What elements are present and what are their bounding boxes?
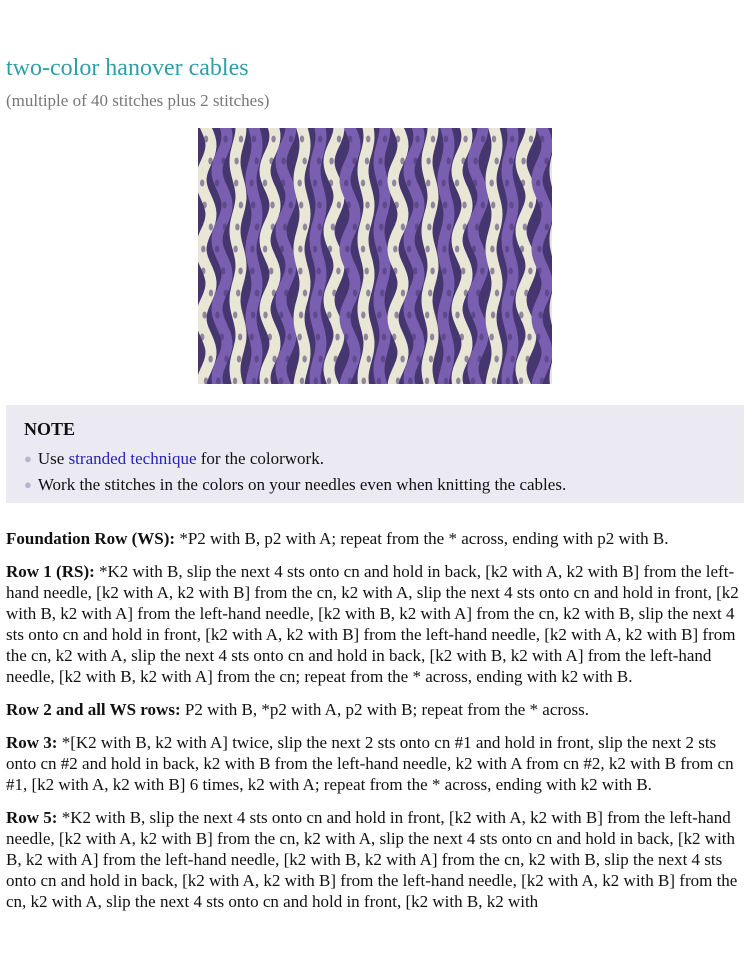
cable-gap: [393, 268, 397, 275]
cable-gap: [337, 202, 341, 209]
cable-gap: [480, 268, 484, 275]
cable-gap: [318, 224, 322, 231]
cable-gap: [288, 268, 292, 275]
cable-gap: [521, 158, 525, 165]
cable-gap: [286, 356, 290, 363]
cable-gap: [233, 246, 237, 253]
cable-gap: [269, 268, 273, 275]
cable-gap: [536, 180, 540, 187]
cable-gap: [364, 334, 368, 341]
note-item: [24, 472, 726, 498]
cable-gap: [460, 334, 464, 341]
cable-gap: [223, 136, 227, 143]
cable-gap: [220, 334, 224, 341]
cable-gap: [255, 224, 259, 231]
cable-gap: [407, 180, 411, 187]
cable-gap: [250, 268, 254, 275]
cable-gap: [521, 180, 525, 187]
cable-gap: [462, 202, 466, 209]
cable-gap: [236, 290, 240, 297]
cable-gap: [394, 202, 398, 209]
cable-gap: [529, 136, 533, 143]
cable-gap: [335, 334, 339, 341]
cable-gap: [382, 334, 386, 341]
cable-gap: [443, 312, 447, 319]
cable-gap: [237, 356, 241, 363]
note-box: [6, 405, 744, 503]
cable-gap: [509, 268, 513, 275]
cable-gap: [473, 180, 477, 187]
cable-gap: [455, 180, 459, 187]
cable-gap: [443, 202, 447, 209]
cable-gap: [407, 312, 411, 319]
cable-gap: [346, 202, 350, 209]
row-text: P2 with B, *p2 with A, p2 with B; repeat from the * across.: [180, 700, 590, 719]
cable-gap: [252, 136, 256, 143]
cable-gap: [407, 246, 411, 253]
row-instruction: [6, 699, 744, 720]
cable-gap: [352, 158, 356, 165]
cable-gap: [336, 268, 340, 275]
knit-swatch-photo: [198, 128, 552, 384]
cable-gap: [464, 290, 468, 297]
cable-gap: [492, 136, 496, 143]
cable-gap: [345, 268, 349, 275]
cable-gap: [201, 268, 205, 275]
cable-gap: [281, 180, 285, 187]
cable-gap: [523, 224, 527, 231]
cable-gap: [425, 246, 429, 253]
cable-gap: [463, 224, 467, 231]
cable-gap: [234, 180, 238, 187]
cable-gap: [239, 136, 243, 143]
cable-gap: [473, 158, 477, 165]
cable-gap: [269, 158, 273, 165]
cable-gap: [510, 224, 514, 231]
cable-gap: [481, 136, 485, 143]
cable-gap: [495, 158, 499, 165]
cable-gap: [279, 312, 283, 319]
bullet-icon: ●: [24, 451, 32, 466]
yarn-column: [491, 128, 497, 384]
cable-gap: [289, 202, 293, 209]
yarn-column: [363, 128, 369, 384]
cable-gap: [527, 334, 531, 341]
cable-gap: [401, 290, 405, 297]
cable-gap: [299, 202, 303, 209]
cable-gap: [366, 136, 370, 143]
row-label: Foundation Row (WS):: [6, 529, 176, 548]
cable-gap: [303, 356, 307, 363]
cable-gap: [396, 136, 400, 143]
cable-gap: [366, 290, 370, 297]
cable-gap: [224, 290, 228, 297]
cable-gap: [461, 268, 465, 275]
cable-gap: [272, 356, 276, 363]
cable-gap: [413, 268, 417, 275]
cable-gap: [544, 356, 548, 363]
cable-gap: [526, 356, 530, 363]
row-label: Row 2 and all WS rows:: [6, 700, 181, 719]
cable-gap: [393, 246, 397, 253]
cable-gap: [221, 158, 225, 165]
cable-gap: [303, 158, 307, 165]
cable-gap: [298, 268, 302, 275]
yarn-column: [235, 128, 241, 384]
cable-gap: [400, 158, 404, 165]
cable-gap: [447, 158, 451, 165]
cable-gap: [318, 136, 322, 143]
cable-gap: [367, 356, 371, 363]
cable-gap: [300, 136, 304, 143]
cable-gap: [378, 158, 382, 165]
cable-gap: [365, 268, 369, 275]
cable-gap: [520, 246, 524, 253]
yarn-column: [427, 128, 433, 384]
cable-gap: [235, 224, 239, 231]
cable-gap: [381, 356, 385, 363]
cable-gap: [430, 334, 434, 341]
cable-gap: [319, 356, 323, 363]
cable-gap: [224, 356, 228, 363]
cable-gap: [298, 180, 302, 187]
cable-gap: [201, 246, 205, 253]
cable-gap: [200, 180, 204, 187]
cable-gap: [519, 312, 523, 319]
cable-gap: [431, 202, 435, 209]
cable-gap: [318, 290, 322, 297]
cable-gap: [344, 180, 348, 187]
cable-gap: [415, 224, 419, 231]
cable-gap: [429, 356, 433, 363]
row-instruction: [6, 807, 744, 912]
cable-gap: [255, 356, 259, 363]
cable-gap: [528, 268, 532, 275]
cable-gap: [361, 246, 365, 253]
cable-gap: [463, 136, 467, 143]
cable-gap: [426, 180, 430, 187]
cable-gap: [255, 290, 259, 297]
cable-gap: [365, 158, 369, 165]
cable-gap: [352, 356, 356, 363]
cable-gap: [508, 334, 512, 341]
cable-gap: [281, 158, 285, 165]
cable-gap: [377, 246, 381, 253]
row-text: *[K2 with B, k2 with A] twice, slip the next 2 sts onto cn #1 and hold in front, slip the next 2 sts onto cn #2 and hold in back, k2 with B from the left-hand needle, k2 with A from cn #2, k2 with B from cn #1, [k2 with A, k2 with B] 6 times, k2 with A; repeat from the * across, ending with k2 with B.: [6, 733, 734, 794]
cable-gap: [204, 136, 208, 143]
cable-gap: [544, 158, 548, 165]
cable-gap: [378, 180, 382, 187]
cable-gap: [238, 268, 242, 275]
cable-gap: [313, 312, 317, 319]
cable-gap: [303, 224, 307, 231]
cable-gap: [250, 246, 254, 253]
cable-gap: [464, 356, 468, 363]
cable-gap: [238, 334, 242, 341]
cable-gap: [280, 246, 284, 253]
cable-gap: [317, 158, 321, 165]
page-title: two-color hanover cables: [6, 55, 249, 81]
cable-gap: [401, 224, 405, 231]
cable-gap: [298, 334, 302, 341]
cable-gap: [490, 246, 494, 253]
cable-gap: [251, 312, 255, 319]
cable-gap: [505, 180, 509, 187]
cable-gap: [412, 334, 416, 341]
cable-gap: [287, 334, 291, 341]
cable-gap: [529, 202, 533, 209]
cable-gap: [298, 246, 302, 253]
cable-gap: [471, 312, 475, 319]
cable-gap: [215, 180, 219, 187]
cable-gap: [509, 202, 513, 209]
cable-gap: [425, 312, 429, 319]
note-heading: NOTE: [24, 419, 76, 439]
cable-gap: [442, 334, 446, 341]
bullet-icon: ●: [24, 477, 32, 492]
note-item-suffix: for the colorwork.: [196, 449, 324, 468]
cable-gap: [490, 268, 494, 275]
cable-gap: [431, 136, 435, 143]
cable-gap: [353, 290, 357, 297]
cable-gap: [353, 224, 357, 231]
pattern-instructions: [6, 528, 744, 924]
cable-gap: [394, 312, 398, 319]
cable-gap: [537, 246, 541, 253]
cable-gap: [490, 180, 494, 187]
cable-gap: [289, 136, 293, 143]
cable-gap: [337, 136, 341, 143]
cable-gap: [475, 224, 479, 231]
cable-gap: [495, 356, 499, 363]
cable-gap: [271, 136, 275, 143]
cable-gap: [250, 334, 254, 341]
cable-gap: [472, 246, 476, 253]
stranded-technique-link[interactable]: stranded technique: [68, 449, 197, 468]
cable-gap: [537, 268, 541, 275]
cable-gap: [509, 158, 513, 165]
cable-gap: [250, 180, 254, 187]
cable-gap: [545, 290, 549, 297]
cable-gap: [383, 136, 387, 143]
cable-gap: [272, 290, 276, 297]
cable-gap: [251, 202, 255, 209]
cable-gap: [379, 224, 383, 231]
cable-gap: [332, 290, 336, 297]
yarn-column: [251, 128, 257, 384]
cable-gap: [255, 158, 259, 165]
cable-gap: [479, 334, 483, 341]
note-item-text: [38, 446, 324, 472]
cable-gap: [331, 224, 335, 231]
cable-gap: [365, 202, 369, 209]
cable-gap: [491, 312, 495, 319]
cable-gap: [461, 158, 465, 165]
cable-gap: [538, 202, 542, 209]
cable-gap: [400, 356, 404, 363]
cable-gap: [442, 246, 446, 253]
cable-gap: [455, 312, 459, 319]
cable-gap: [209, 224, 213, 231]
cable-gap: [455, 246, 459, 253]
cable-gap: [490, 334, 494, 341]
cable-gap: [426, 158, 430, 165]
cable-gap: [202, 202, 206, 209]
cable-gap: [344, 334, 348, 341]
cable-gap: [233, 312, 237, 319]
cable-gap: [505, 312, 509, 319]
cable-gap: [317, 268, 321, 275]
cable-gap: [361, 312, 365, 319]
cable-gap: [524, 290, 528, 297]
cable-gap: [495, 290, 499, 297]
cable-gap: [442, 180, 446, 187]
cable-gap: [303, 290, 307, 297]
cable-gap: [334, 356, 338, 363]
cable-gap: [208, 158, 212, 165]
cable-gap: [478, 356, 482, 363]
row-instruction: [6, 732, 744, 795]
yarn-column: [299, 128, 305, 384]
cable-gap: [221, 268, 225, 275]
cable-gap: [284, 290, 288, 297]
cable-gap: [416, 290, 420, 297]
cable-gap: [447, 290, 451, 297]
cable-gap: [223, 224, 227, 231]
yarn-column: [379, 128, 385, 384]
cable-gap: [361, 180, 365, 187]
cable-gap: [481, 202, 485, 209]
cable-gap: [510, 136, 514, 143]
cable-gap: [476, 290, 480, 297]
note-item-prefix: Use: [37, 449, 69, 468]
cable-gap: [263, 246, 267, 253]
cable-gap: [328, 246, 332, 253]
row-text: *P2 with B, p2 with A; repeat from the * across, ending with p2 with B.: [175, 529, 669, 548]
cable-gap: [428, 290, 432, 297]
row-label: Row 3:: [6, 733, 58, 752]
cable-gap: [283, 224, 287, 231]
cable-gap: [366, 224, 370, 231]
cable-gap: [200, 334, 204, 341]
cable-gap: [427, 224, 431, 231]
row-instruction: [6, 528, 744, 549]
cable-gap: [495, 224, 499, 231]
cable-gap: [263, 312, 267, 319]
cable-gap: [536, 334, 540, 341]
row-text: *K2 with B, slip the next 4 sts onto cn and hold in back, [k2 with A, k2 with B] from the left-hand needle, [k2 with A, k2 with B] from the cn, k2 with A, slip the next 4 sts onto cn and hold in front, [k2 with B, k2 with A] from the left-hand needle, [k2 with B, k2 with A] from the cn, k2 with B, slip the next 4 sts onto cn and hold in front, [k2 with A, k2 with B] from the left-hand needle, [k2 with A, k2 with B] from the cn, k2 with A, slip the next 4 sts onto cn and hold in back, [k2 with B, k2 with A] from the left-hand needle, [k2 with B, k2 with A] from the cn; repeat from the * across, ending with k2 with B.: [6, 562, 739, 686]
cable-gap: [327, 312, 331, 319]
cable-gap: [392, 180, 396, 187]
cable-gap: [329, 180, 333, 187]
cable-gap: [444, 136, 448, 143]
cable-gap: [383, 202, 387, 209]
cable-gap: [430, 268, 434, 275]
cable-gap: [447, 356, 451, 363]
cable-gap: [202, 312, 206, 319]
cable-gap: [377, 312, 381, 319]
cable-gap: [413, 158, 417, 165]
cable-gap: [222, 202, 226, 209]
cable-gap: [392, 334, 396, 341]
cable-gap: [239, 202, 243, 209]
cable-gap: [313, 180, 317, 187]
cable-gap: [268, 334, 272, 341]
cable-gap: [538, 312, 542, 319]
yarn-column: [315, 128, 321, 384]
row-label: Row 5:: [6, 808, 58, 827]
cable-gap: [316, 334, 320, 341]
cable-gap: [416, 356, 420, 363]
yarn-column: [507, 128, 513, 384]
cable-gap: [505, 246, 509, 253]
cable-gap: [511, 356, 515, 363]
row-label: Row 1 (RS):: [6, 562, 95, 581]
cable-gap: [215, 246, 219, 253]
cable-gap: [270, 202, 274, 209]
cable-gap: [380, 290, 384, 297]
row-instruction: [6, 561, 744, 687]
cable-gap: [215, 312, 219, 319]
note-item-text: Work the stitches in the colors on your needles even when knitting the cables.: [37, 475, 567, 494]
cable-gap: [415, 136, 419, 143]
cable-gap: [545, 224, 549, 231]
cable-gap: [346, 312, 350, 319]
cable-gap: [414, 202, 418, 209]
cable-gap: [345, 246, 349, 253]
row-text: *K2 with B, slip the next 4 sts onto cn and hold in front, [k2 with A, k2 with B] from the left-hand needle, [k2 with A, k2 with B] from the cn, k2 with A, slip the next 4 sts onto cn and hold in back, [k2 with B, k2 with A] from the left-hand needle, [k2 with B, k2 with A] from the cn, k2 with B, slip the next 4 sts onto cn and hold in back, [k2 with A, k2 with B] from the left-hand needle, [k2 with A, k2 with B] from the cn, k2 with A, slip the next 4 sts onto cn and hold in front, [k2 with B, k2 with: [6, 808, 738, 911]
yarn-column: [443, 128, 449, 384]
cable-gap: [317, 202, 321, 209]
note-item: [24, 446, 726, 472]
cable-gap: [271, 224, 275, 231]
cable-gap: [234, 158, 238, 165]
cable-gap: [208, 356, 212, 363]
cable-gap: [299, 312, 303, 319]
cable-gap: [491, 202, 495, 209]
cable-gap: [382, 268, 386, 275]
cable-gap: [442, 268, 446, 275]
cable-gap: [540, 136, 544, 143]
cable-gap: [447, 224, 451, 231]
cable-gap: [313, 246, 317, 253]
cable-gap: [348, 136, 352, 143]
cable-gap: [329, 158, 333, 165]
page-subtitle: (multiple of 40 stitches plus 2 stitches): [6, 91, 270, 110]
knit-swatch-image: [198, 128, 552, 384]
cable-gap: [263, 180, 267, 187]
cable-gap: [510, 290, 514, 297]
cable-gap: [209, 290, 213, 297]
